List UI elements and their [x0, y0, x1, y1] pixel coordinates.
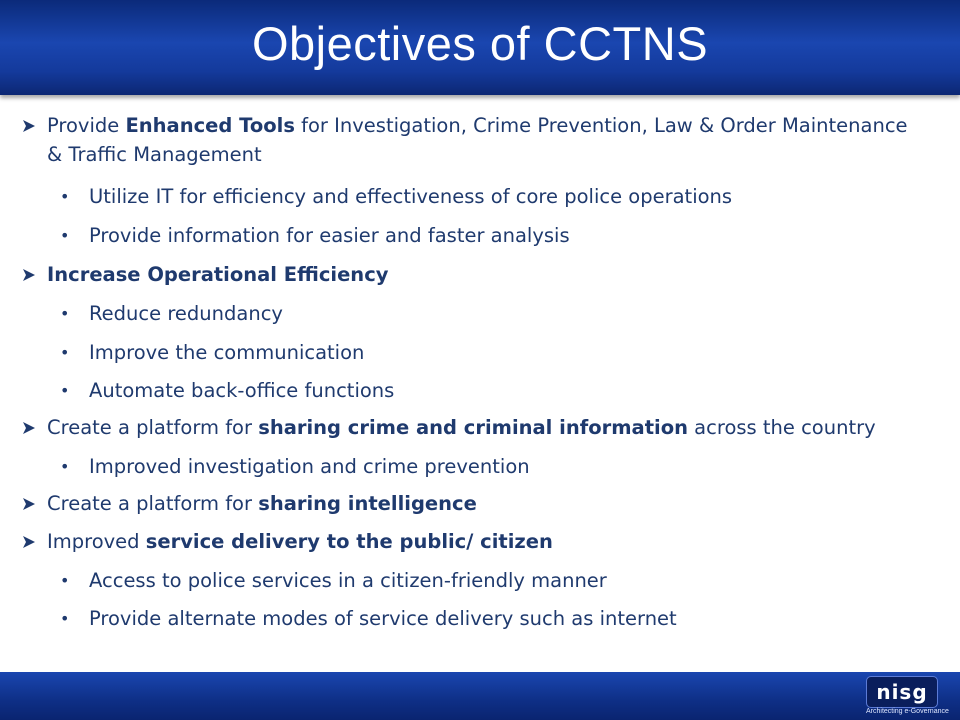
logo-mark: nisg [866, 676, 938, 708]
dot-bullet-icon: • [60, 343, 70, 362]
nisg-logo [866, 676, 949, 718]
bullet-text-bold: sharing crime and criminal information [258, 416, 688, 439]
bullet-text-segment: Improved investigation and crime prevention [89, 455, 530, 478]
arrow-bullet-icon [22, 527, 42, 549]
bullet-text [47, 413, 927, 442]
bullet-text [47, 111, 927, 169]
bullet-text-segment: Provide alternate modes of service delivery such as internet [89, 607, 677, 630]
bullet-text-bold: Increase Operational Efficiency [47, 263, 389, 286]
bullet-text-segment: Improved [47, 530, 146, 553]
bullet-text-segment: Create a platform for [47, 492, 259, 515]
bullet-text [89, 376, 939, 405]
bullet-text-segment: Provide information for easier and faster analysis [89, 224, 570, 247]
bullet-text-bold: service delivery to the public/ citizen [145, 530, 553, 553]
bullet-text-segment: Access to police services in a citizen-friendly manner [89, 569, 607, 592]
bullet-text [89, 182, 939, 211]
bullet-text [89, 221, 939, 250]
logo-tagline: Architecting e-Governance [866, 708, 949, 715]
bullet-text-bold: Enhanced Tools [125, 114, 295, 137]
bullet-text [47, 489, 927, 518]
dot-bullet-icon: • [60, 381, 70, 400]
bullet-text [89, 566, 939, 595]
dot-bullet-icon: • [60, 304, 70, 323]
bullet-text [47, 527, 927, 556]
dot-bullet-icon: • [60, 187, 70, 206]
bullet-text [89, 299, 939, 328]
bullet-text-bold: sharing intelligence [258, 492, 477, 515]
bullet-text-segment: Provide [47, 114, 126, 137]
bullet-text-segment: Automate back-office functions [89, 379, 395, 402]
bullet-text [89, 338, 939, 367]
arrow-bullet-icon [22, 260, 42, 282]
bullet-text [89, 604, 939, 633]
arrow-bullet-icon [22, 111, 42, 133]
bullet-text-segment: Improve the communication [89, 341, 365, 364]
dot-bullet-icon: • [60, 226, 70, 245]
title-bar [0, 0, 960, 95]
dot-bullet-icon: • [60, 457, 70, 476]
arrow-bullet-icon [22, 413, 42, 435]
dot-bullet-icon: • [60, 609, 70, 628]
footer-bar [0, 672, 960, 720]
bullet-text-segment: for Investigation, Crime Prevention, Law & Order Maintenance & Traffic Management [47, 114, 908, 166]
bullet-text-segment: across the country [687, 416, 876, 439]
bullet-text-segment: Create a platform for [47, 416, 259, 439]
slide-title: Objectives of CCTNS [251, 17, 709, 70]
bullet-text-segment: Utilize IT for efficiency and effectiveness of core police operations [89, 185, 733, 208]
bullet-text [89, 452, 939, 481]
arrow-bullet-icon [22, 489, 42, 511]
bullet-text [47, 260, 927, 289]
bullet-text-segment: Reduce redundancy [89, 302, 283, 325]
dot-bullet-icon: • [60, 571, 70, 590]
